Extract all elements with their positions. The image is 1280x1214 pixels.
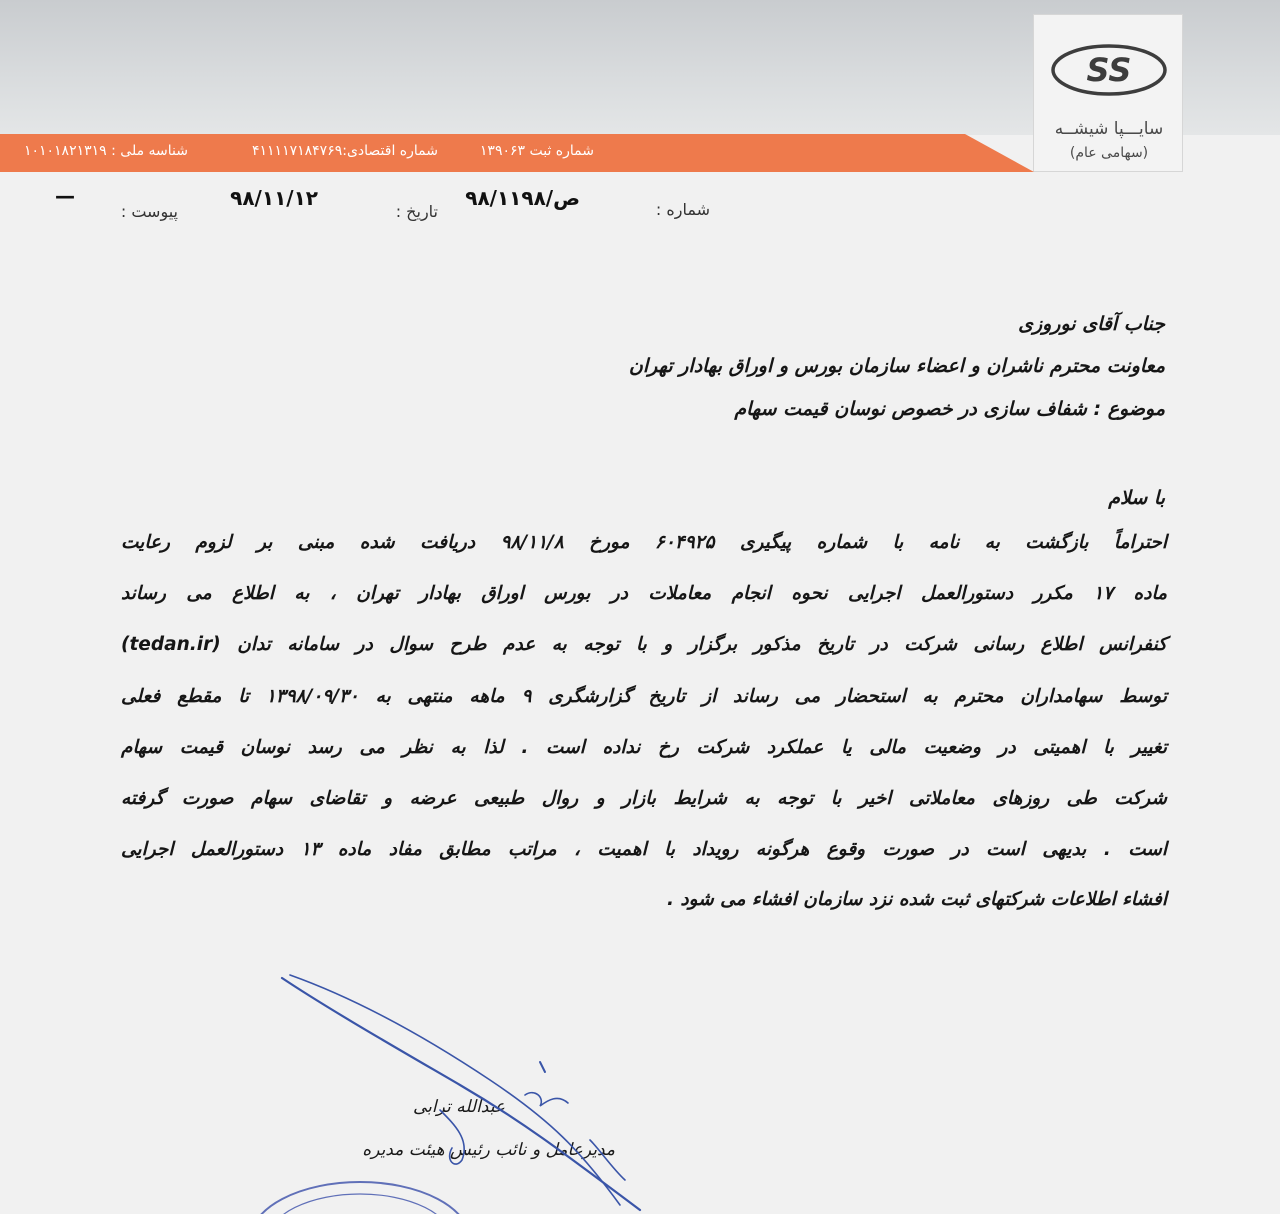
body-line: شرکت طی روزهای معاملاتی اخیر با توجه به شرایط بازار و روال طبیعی عرضه و تقاضای سهام صورت گرفته — [121, 788, 1167, 809]
body-line: ماده ۱۷ مکرر دستورالعمل اجرایی نحوه انجام معاملات در بورس اوراق بهادار تهران ، به اطلاع می رساند — [121, 583, 1168, 604]
body-line: تغییر با اهمیتی در وضعیت مالی یا عملکرد شرکت رخ نداده است . لذا به نظر می رسد نوسان قیمت سهام — [121, 737, 1167, 758]
body-line: است . بدیهی است در صورت وقوع هرگونه رویداد با اهمیت ، مراتب مطابق مفاد ماده ۱۳ دستورالعمل اجرایی — [121, 839, 1167, 860]
signer-name: عبدالله ترابی — [413, 1097, 505, 1117]
signer-position: مدیرعامل و نائب رئیس هیئت مدیره — [362, 1140, 615, 1160]
logo-letters: SS — [1086, 51, 1132, 89]
company-name: سایـــپا شیشــه — [1054, 119, 1164, 139]
date-value: ۹۸/۱۱/۱۲ — [230, 186, 318, 210]
recipient: جناب آقای نوروزی — [1018, 313, 1165, 335]
economic-code: شماره اقتصادی:۴۱۱۱۱۷۱۸۴۷۶۹ — [252, 143, 438, 159]
handwritten-signature-icon — [282, 975, 640, 1210]
registration-number: شماره ثبت ۱۳۹۰۶۳ — [479, 143, 594, 159]
recipient-title: معاونت محترم ناشران و اعضاء سازمان بورس و اوراق بهادار تهران — [628, 355, 1165, 377]
body-line: کنفرانس اطلاع رسانی شرکت در تاریخ مذکور برگزار و با توجه به عدم طرح سوال در سامانه تدان (tedan.ir) — [121, 634, 1167, 655]
greeting: با سلام — [1108, 487, 1165, 509]
company-type: (سهامی عام) — [1069, 145, 1149, 161]
subject: موضوع : شفاف سازی در خصوص نوسان قیمت سهام — [734, 398, 1165, 420]
attachment-label: پیوست : — [120, 202, 178, 221]
body-line: احتراماً بازگشت به نامه با شماره پیگیری ۶۰۴۹۲۵ مورخ ۹۸/۱۱/۸ دریافت شده مبنی بر لزوم رعایت — [121, 532, 1167, 553]
number-label: شماره : — [655, 200, 710, 219]
date-label: تاریخ : — [395, 202, 438, 221]
stamp-icon — [250, 1182, 470, 1214]
body-line: توسط سهامداران محترم به استحضار می رساند از تاریخ گزارشگری ۹ ماهه منتهی به ۱۳۹۸/۰۹/۳۰ تا مقطع فعلی — [121, 686, 1167, 707]
national-id: شناسه ملی : ۱۰۱۰۱۸۲۱۳۱۹ — [23, 143, 188, 159]
number-value: ص/۹۸/۱۱۹۸ — [465, 186, 580, 210]
attachment-value: — — [55, 184, 75, 208]
body-line: افشاء اطلاعات شرکتهای ثبت شده نزد سازمان افشاء می شود . — [666, 889, 1167, 910]
